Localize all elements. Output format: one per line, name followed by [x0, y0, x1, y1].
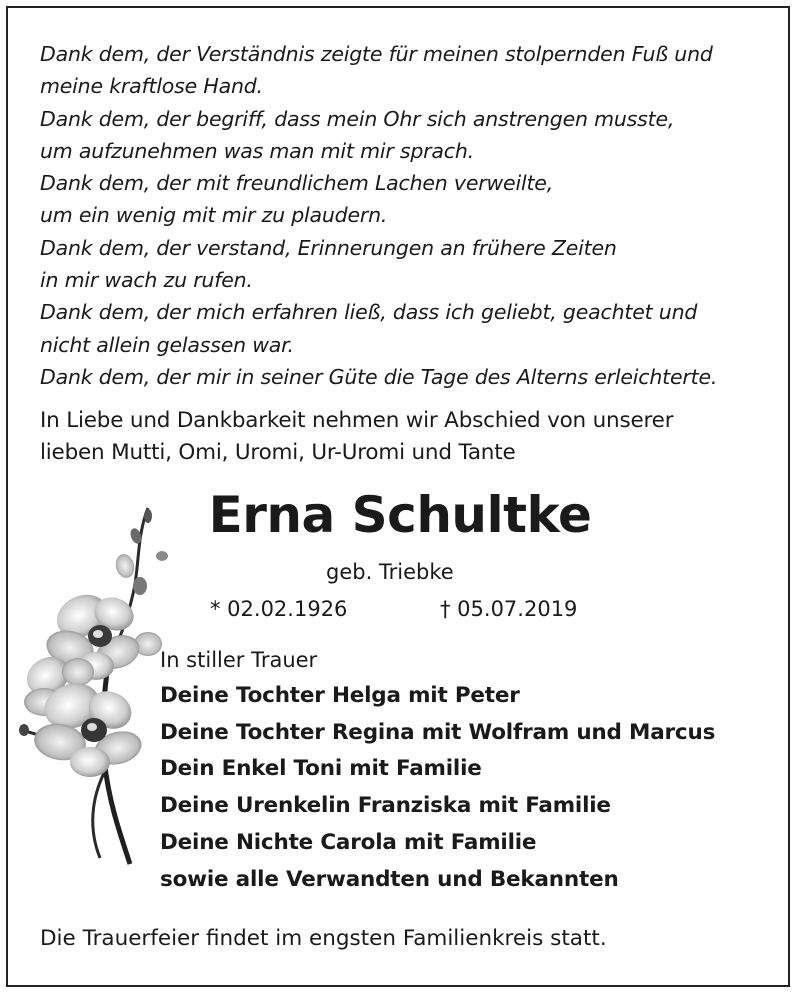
mourner-line: Deine Urenkelin Franziska mit Familie: [160, 793, 611, 819]
death-date: † 05.07.2019: [440, 597, 578, 621]
mourner-line: sowie alle Verwandten und Bekannten: [160, 866, 619, 892]
mourner-line: Deine Tochter Regina mit Wolfram und Marcus: [160, 719, 716, 745]
poem-line: Dank dem, der verstand, Erinnerungen an frühere Zeiten: [40, 235, 617, 260]
birth-name: geb. Triebke: [326, 560, 454, 584]
birth-date: * 02.02.1926: [210, 597, 348, 621]
memorial-poem: [40, 38, 770, 393]
orchid-illustration-icon: [8, 498, 178, 870]
poem-line: um ein wenig mit mir zu plaudern.: [40, 203, 388, 228]
poem-line: meine kraftlose Hand.: [40, 74, 263, 99]
intro-line: In Liebe und Dankbarkeit nehmen wir Abschied von unserer: [40, 408, 674, 433]
poem-line: Dank dem, der mich erfahren ließ, dass ich geliebt, geachtet und: [40, 300, 698, 325]
poem-line: Dank dem, der mir in seiner Güte die Tage des Alterns erleichterte.: [40, 364, 718, 389]
poem-line: um aufzunehmen was man mit mir sprach.: [40, 138, 474, 163]
poem-line: in mir wach zu rufen.: [40, 268, 253, 293]
mourning-label: In stiller Trauer: [160, 648, 318, 672]
mourner-line: Deine Nichte Carola mit Familie: [160, 829, 537, 855]
deceased-name: Erna Schultke: [208, 486, 592, 544]
mourner-line: Deine Tochter Helga mit Peter: [160, 683, 520, 708]
poem-line: Dank dem, der mit freundlichem Lachen verweilte,: [40, 171, 554, 196]
farewell-intro: [40, 405, 780, 469]
mourner-line: Dein Enkel Toni mit Familie: [160, 756, 482, 782]
poem-line: Dank dem, der begriff, dass mein Ohr sich anstrengen musste,: [40, 106, 675, 131]
funeral-note: Die Trauerfeier findet im engsten Familienkreis statt.: [40, 926, 607, 951]
poem-line: Dank dem, der Verständnis zeigte für meinen stolpernden Fuß und: [40, 42, 713, 66]
intro-line: lieben Mutti, Omi, Uromi, Ur-Uromi und Tante: [40, 440, 516, 465]
mourners-list: [160, 678, 715, 898]
poem-line: nicht allein gelassen war.: [40, 332, 294, 357]
